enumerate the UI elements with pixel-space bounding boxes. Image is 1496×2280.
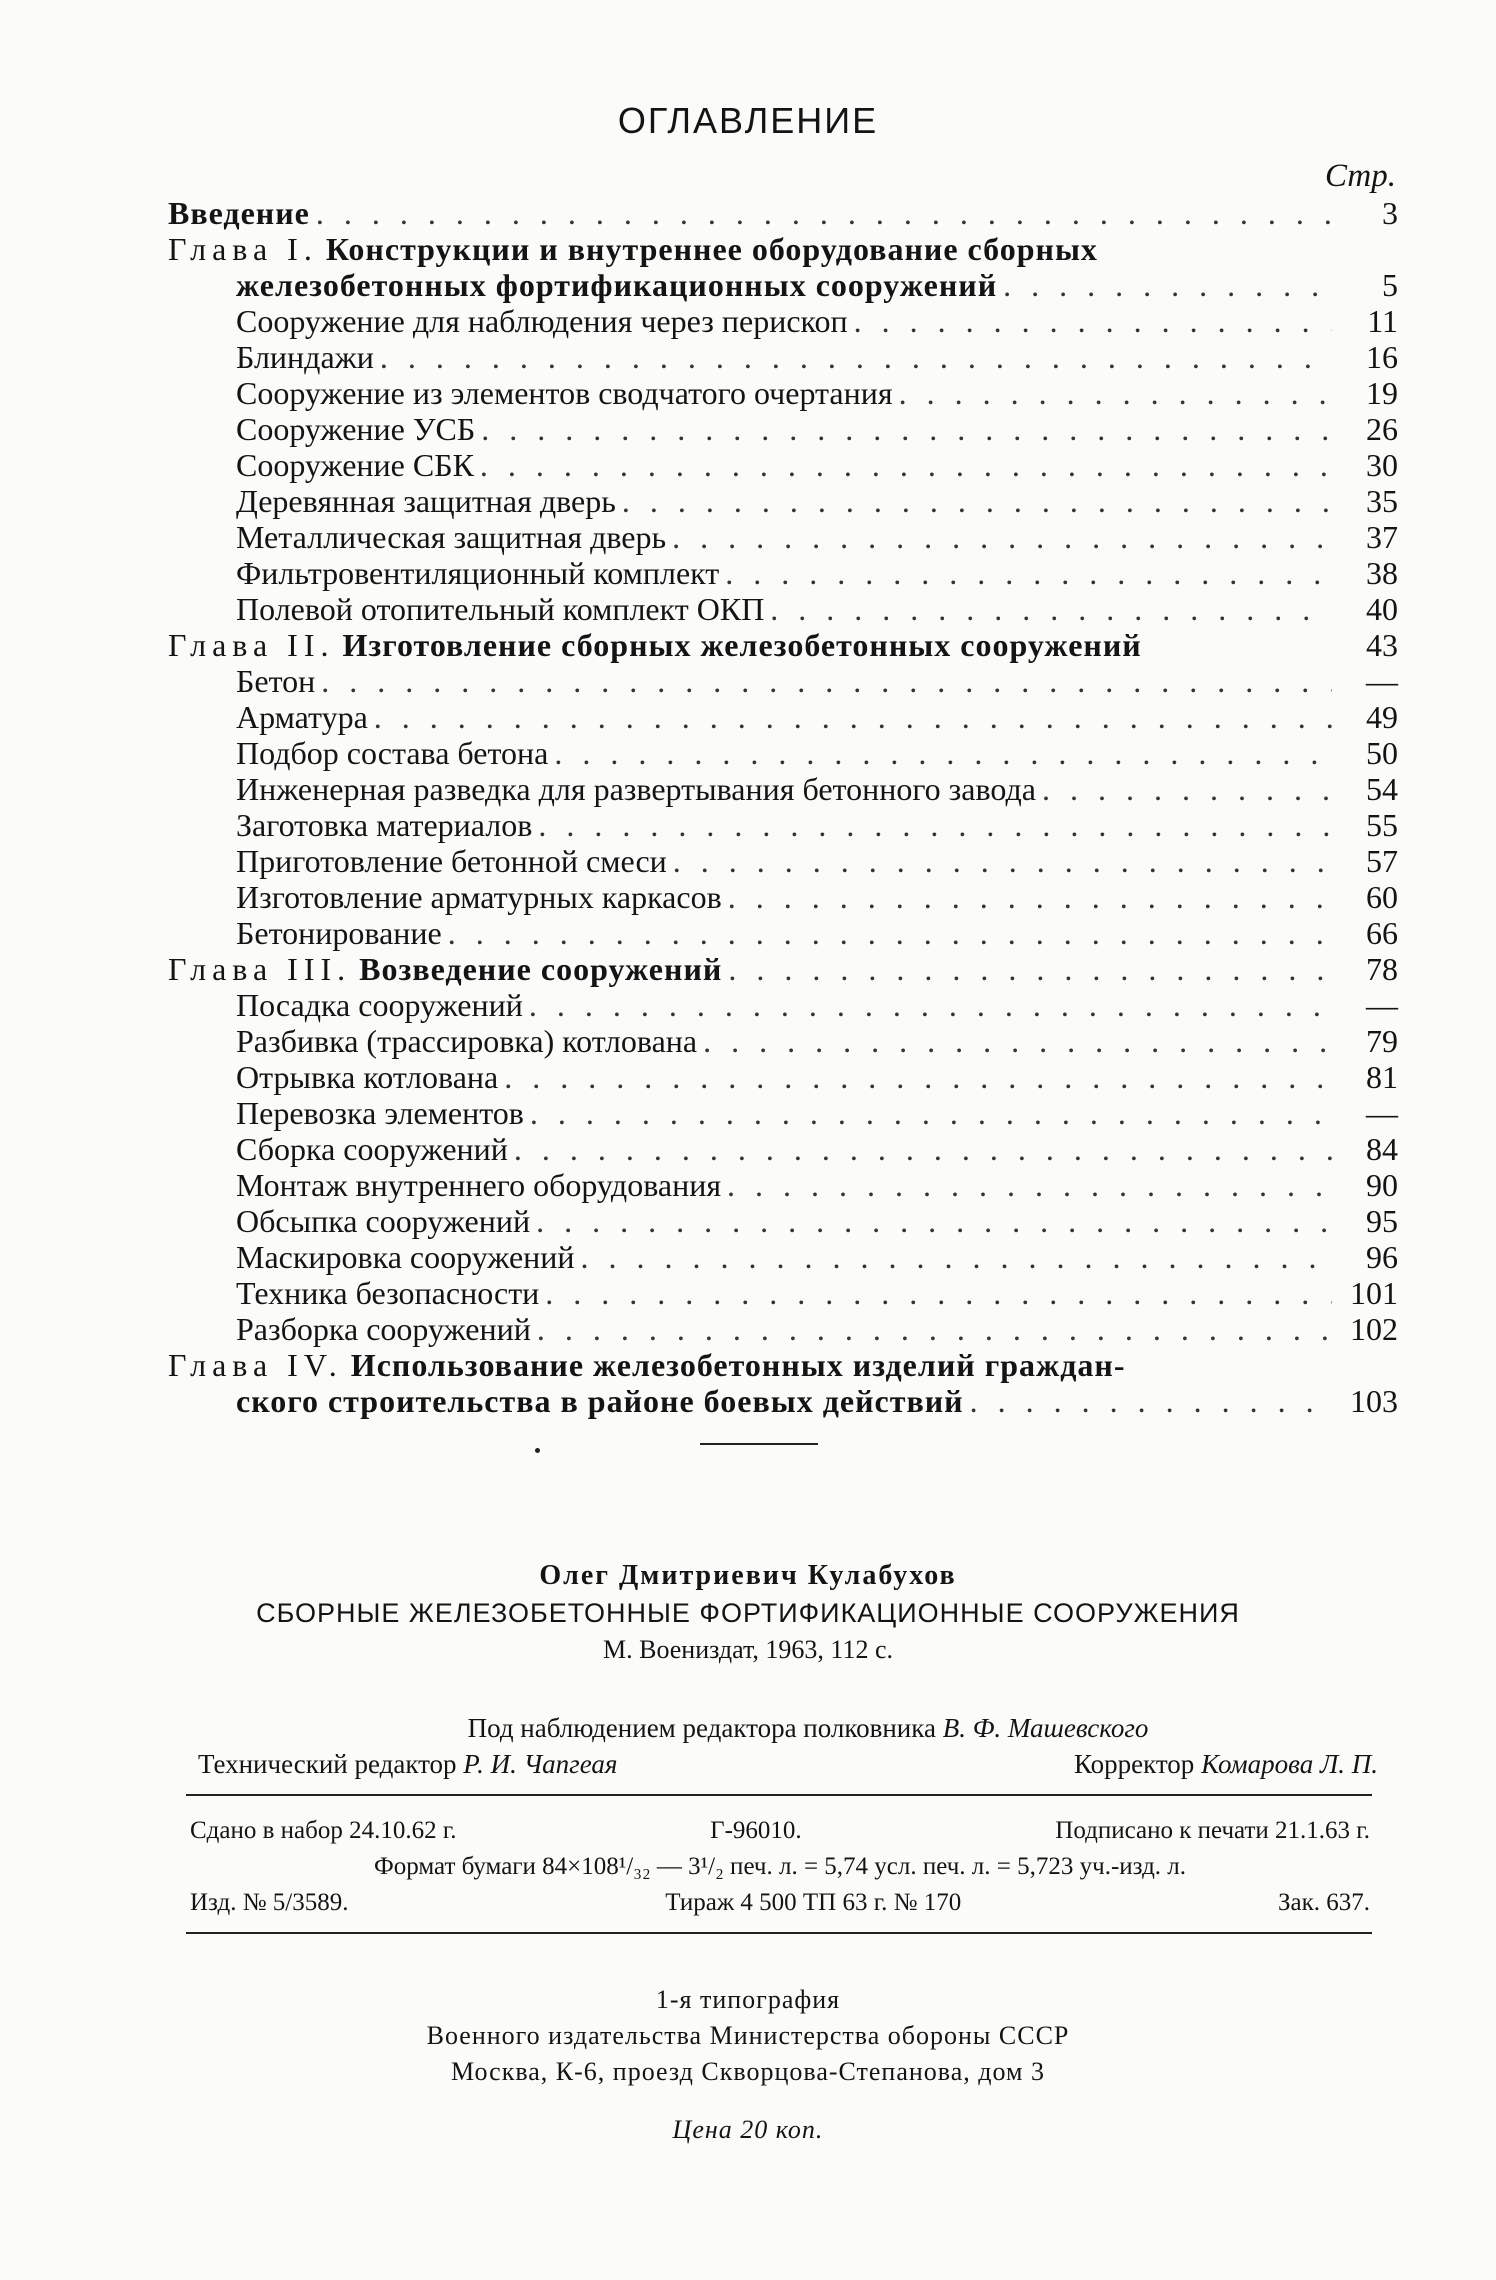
leader-dots bbox=[530, 1095, 1332, 1131]
leader-dots bbox=[703, 1023, 1332, 1059]
toc-entry[interactable] bbox=[168, 843, 1398, 879]
leader-dots bbox=[504, 1059, 1332, 1095]
toc-label: Перевозка элементов bbox=[236, 1095, 524, 1131]
toc-page: 43 bbox=[1366, 627, 1398, 663]
typography-line: Москва, К-6, проезд Скворцова-Степанова, дом 3 bbox=[451, 2057, 1045, 2086]
leader-dots bbox=[622, 483, 1332, 519]
leader-dots bbox=[537, 1311, 1332, 1347]
toc-page: 66 bbox=[1366, 915, 1398, 951]
print-info bbox=[190, 1813, 1370, 1921]
leader-dots bbox=[970, 1383, 1332, 1419]
table-of-contents bbox=[168, 195, 1398, 1419]
leader-dots bbox=[529, 987, 1332, 1023]
toc-page: 96 bbox=[1366, 1239, 1398, 1275]
toc-label: Приготовление бетонной смеси bbox=[236, 843, 667, 879]
toc-page: 95 bbox=[1366, 1203, 1398, 1239]
page-title: ОГЛАВЛЕНИЕ bbox=[617, 100, 879, 141]
toc-page: 3 bbox=[1382, 195, 1398, 231]
toc-label: Сооружение из элементов сводчатого очертания bbox=[236, 375, 893, 411]
toc-label: Монтаж внутреннего оборудования bbox=[236, 1167, 722, 1203]
toc-chapter-2[interactable] bbox=[168, 627, 1398, 663]
leader-dots bbox=[545, 1275, 1332, 1311]
leader-dots bbox=[727, 1167, 1332, 1203]
toc-entry[interactable] bbox=[168, 411, 1398, 447]
toc-chapter-title-cont: железобетонных фортификационных сооружений bbox=[236, 267, 998, 303]
toc-entry[interactable] bbox=[168, 1203, 1398, 1239]
leader-dots bbox=[538, 807, 1332, 843]
toc-page: 38 bbox=[1366, 555, 1398, 591]
toc-page: 5 bbox=[1382, 267, 1398, 303]
toc-entry[interactable] bbox=[168, 591, 1398, 627]
toc-label: Сооружение для наблюдения через перископ bbox=[236, 303, 848, 339]
toc-page: 37 bbox=[1366, 519, 1398, 555]
toc-page: 57 bbox=[1366, 843, 1398, 879]
toc-page: 26 bbox=[1366, 411, 1398, 447]
divider bbox=[186, 1794, 1372, 1796]
toc-page: 35 bbox=[1366, 483, 1398, 519]
toc-entry[interactable] bbox=[168, 1023, 1398, 1059]
toc-page: 54 bbox=[1366, 771, 1398, 807]
toc-entry[interactable] bbox=[168, 555, 1398, 591]
leader-dots bbox=[672, 519, 1332, 555]
toc-entry[interactable] bbox=[168, 1167, 1398, 1203]
toc-label: Сооружение СБК bbox=[236, 447, 474, 483]
toc-entry[interactable] bbox=[168, 735, 1398, 771]
toc-page: 101 bbox=[1350, 1275, 1398, 1311]
toc-label: Сборка сооружений bbox=[236, 1131, 508, 1167]
toc-entry[interactable] bbox=[168, 771, 1398, 807]
toc-page: 19 bbox=[1366, 375, 1398, 411]
typography-info bbox=[0, 1982, 1496, 2148]
toc-entry[interactable] bbox=[168, 339, 1398, 375]
toc-chapter-4-cont[interactable] bbox=[168, 1383, 1398, 1419]
toc-label: Отрывка котлована bbox=[236, 1059, 499, 1095]
price: Цена 20 коп. bbox=[672, 2115, 824, 2144]
leader-dots bbox=[374, 699, 1332, 735]
toc-label: Полевой отопительный комплект ОКП bbox=[236, 591, 765, 627]
leader-dots bbox=[480, 447, 1332, 483]
toc-chapter-1[interactable] bbox=[168, 231, 1398, 267]
toc-page: 40 bbox=[1366, 591, 1398, 627]
leader-dots bbox=[321, 663, 1332, 699]
toc-entry[interactable] bbox=[168, 483, 1398, 519]
toc-chapter-title: Глава III. Возведение сооружений bbox=[168, 951, 723, 987]
leader-dots bbox=[899, 375, 1332, 411]
leader-dots bbox=[554, 735, 1332, 771]
toc-page: 55 bbox=[1366, 807, 1398, 843]
toc-entry[interactable] bbox=[168, 447, 1398, 483]
toc-page: 60 bbox=[1366, 879, 1398, 915]
leader-dots bbox=[448, 915, 1332, 951]
toc-label: Инженерная разведка для развертывания бетонного завода bbox=[236, 771, 1036, 807]
toc-chapter-3[interactable] bbox=[168, 951, 1398, 987]
toc-chapter-title: Глава I. Конструкции и внутреннее оборудование сборных bbox=[168, 231, 1098, 267]
toc-label: Бетонирование bbox=[236, 915, 442, 951]
toc-entry[interactable] bbox=[168, 1059, 1398, 1095]
toc-entry[interactable] bbox=[168, 1131, 1398, 1167]
toc-entry[interactable] bbox=[168, 663, 1398, 699]
typography-line: 1-я типография bbox=[655, 1985, 841, 2014]
toc-entry[interactable] bbox=[168, 1239, 1398, 1275]
toc-chapter-title-cont: ского строительства в районе боевых действий bbox=[236, 1383, 964, 1419]
toc-page: 78 bbox=[1366, 951, 1398, 987]
leader-dots bbox=[536, 1203, 1332, 1239]
toc-chapter-title: Глава II. Изготовление сборных железобетонных сооружений bbox=[168, 627, 1142, 663]
tech-editor-line: Технический редактор Р. И. Чапгеая Корректор Комарова Л. П. bbox=[198, 1749, 1378, 1779]
toc-entry[interactable] bbox=[168, 1311, 1398, 1347]
toc-entry[interactable] bbox=[168, 1095, 1398, 1131]
toc-entry-intro[interactable] bbox=[168, 195, 1398, 231]
leader-dots bbox=[316, 195, 1332, 231]
stray-dot bbox=[535, 1448, 540, 1453]
toc-page: 79 bbox=[1366, 1023, 1398, 1059]
toc-label: Подбор состава бетона bbox=[236, 735, 549, 771]
toc-entry[interactable] bbox=[168, 519, 1398, 555]
toc-chapter-1-cont[interactable] bbox=[168, 267, 1398, 303]
leader-dots bbox=[481, 411, 1332, 447]
toc-entry[interactable] bbox=[168, 699, 1398, 735]
leader-dots bbox=[581, 1239, 1332, 1275]
toc-label: Заготовка материалов bbox=[236, 807, 533, 843]
toc-page: 103 bbox=[1350, 1383, 1398, 1419]
toc-page: 90 bbox=[1366, 1167, 1398, 1203]
toc-entry[interactable] bbox=[168, 915, 1398, 951]
leader-dots bbox=[725, 555, 1332, 591]
leader-dots bbox=[728, 879, 1332, 915]
toc-entry[interactable] bbox=[168, 375, 1398, 411]
toc-label: Фильтровентиляционный комплект bbox=[236, 555, 720, 591]
toc-entry[interactable] bbox=[168, 807, 1398, 843]
toc-label: Маскировка сооружений bbox=[236, 1239, 575, 1275]
toc-chapter-title: Глава IV. Использование железобетонных изделий граждан- bbox=[168, 1347, 1126, 1383]
leader-dots bbox=[728, 951, 1332, 987]
leader-dots bbox=[514, 1131, 1332, 1167]
toc-label: Металлическая защитная дверь bbox=[236, 519, 667, 555]
toc-page: 11 bbox=[1367, 303, 1398, 339]
toc-label: Обсыпка сооружений bbox=[236, 1203, 531, 1239]
toc-label: Деревянная защитная дверь bbox=[236, 483, 616, 519]
toc-label: Сооружение УСБ bbox=[236, 411, 476, 447]
toc-label: Блиндажи bbox=[236, 339, 374, 375]
print-line-2: Формат бумаги 84×108¹/₃₂ — 3¹/₂ печ. л. = 5,74 усл. печ. л. = 5,723 уч.-изд. л. bbox=[373, 1853, 1187, 1880]
leader-dots bbox=[854, 303, 1332, 339]
leader-dots bbox=[1042, 771, 1332, 807]
toc-label: Разбивка (трассировка) котлована bbox=[236, 1023, 698, 1059]
toc-entry[interactable] bbox=[168, 987, 1398, 1023]
toc-label: Бетон bbox=[236, 663, 316, 699]
toc-page: 50 bbox=[1366, 735, 1398, 771]
editor-line: Под наблюдением редактора полковника В. Ф. Машевского bbox=[467, 1713, 1149, 1743]
toc-page: 30 bbox=[1366, 447, 1398, 483]
toc-page: — bbox=[1366, 987, 1398, 1023]
toc-entry[interactable] bbox=[168, 303, 1398, 339]
editors-block bbox=[198, 1710, 1378, 1782]
toc-label: Введение bbox=[168, 195, 310, 231]
leader-dots bbox=[673, 843, 1332, 879]
toc-label: Техника безопасности bbox=[236, 1275, 540, 1311]
print-line-3: Изд. № 5/3589. Тираж 4 500 ТП 63 г. № 170 Зак. 637. bbox=[190, 1889, 1370, 1916]
toc-entry[interactable] bbox=[168, 879, 1398, 915]
toc-label: Изготовление арматурных каркасов bbox=[236, 879, 722, 915]
divider bbox=[186, 1932, 1372, 1934]
author-name: Олег Дмитриевич Кулабухов bbox=[539, 1560, 957, 1591]
book-title: СБОРНЫЕ ЖЕЛЕЗОБЕТОННЫЕ ФОРТИФИКАЦИОННЫЕ СООРУЖЕНИЯ bbox=[256, 1598, 1240, 1628]
leader-dots bbox=[380, 339, 1332, 375]
toc-page: — bbox=[1366, 1095, 1398, 1131]
leader-dots bbox=[1003, 267, 1332, 303]
toc-label: Посадка сооружений bbox=[236, 987, 523, 1023]
toc-entry[interactable] bbox=[168, 1275, 1398, 1311]
colophon bbox=[0, 1560, 1496, 1665]
publisher-info: М. Воениздат, 1963, 112 с. bbox=[602, 1635, 894, 1664]
toc-page: 81 bbox=[1366, 1059, 1398, 1095]
toc-page: 84 bbox=[1366, 1131, 1398, 1167]
toc-page: 49 bbox=[1366, 699, 1398, 735]
typography-line: Военного издательства Министерства обороны СССР bbox=[426, 2021, 1070, 2050]
toc-label: Разборка сооружений bbox=[236, 1311, 531, 1347]
toc-label: Арматура bbox=[236, 699, 368, 735]
divider bbox=[700, 1443, 818, 1445]
page-column-header: Стр. bbox=[1324, 158, 1396, 194]
toc-page: 16 bbox=[1366, 339, 1398, 375]
toc-chapter-4[interactable] bbox=[168, 1347, 1398, 1383]
toc-page: 102 bbox=[1350, 1311, 1398, 1347]
print-line-1: Сдано в набор 24.10.62 г. Г-96010. Подписано к печати 21.1.63 г. bbox=[190, 1817, 1370, 1844]
leader-dots bbox=[770, 591, 1332, 627]
toc-page: — bbox=[1366, 663, 1398, 699]
